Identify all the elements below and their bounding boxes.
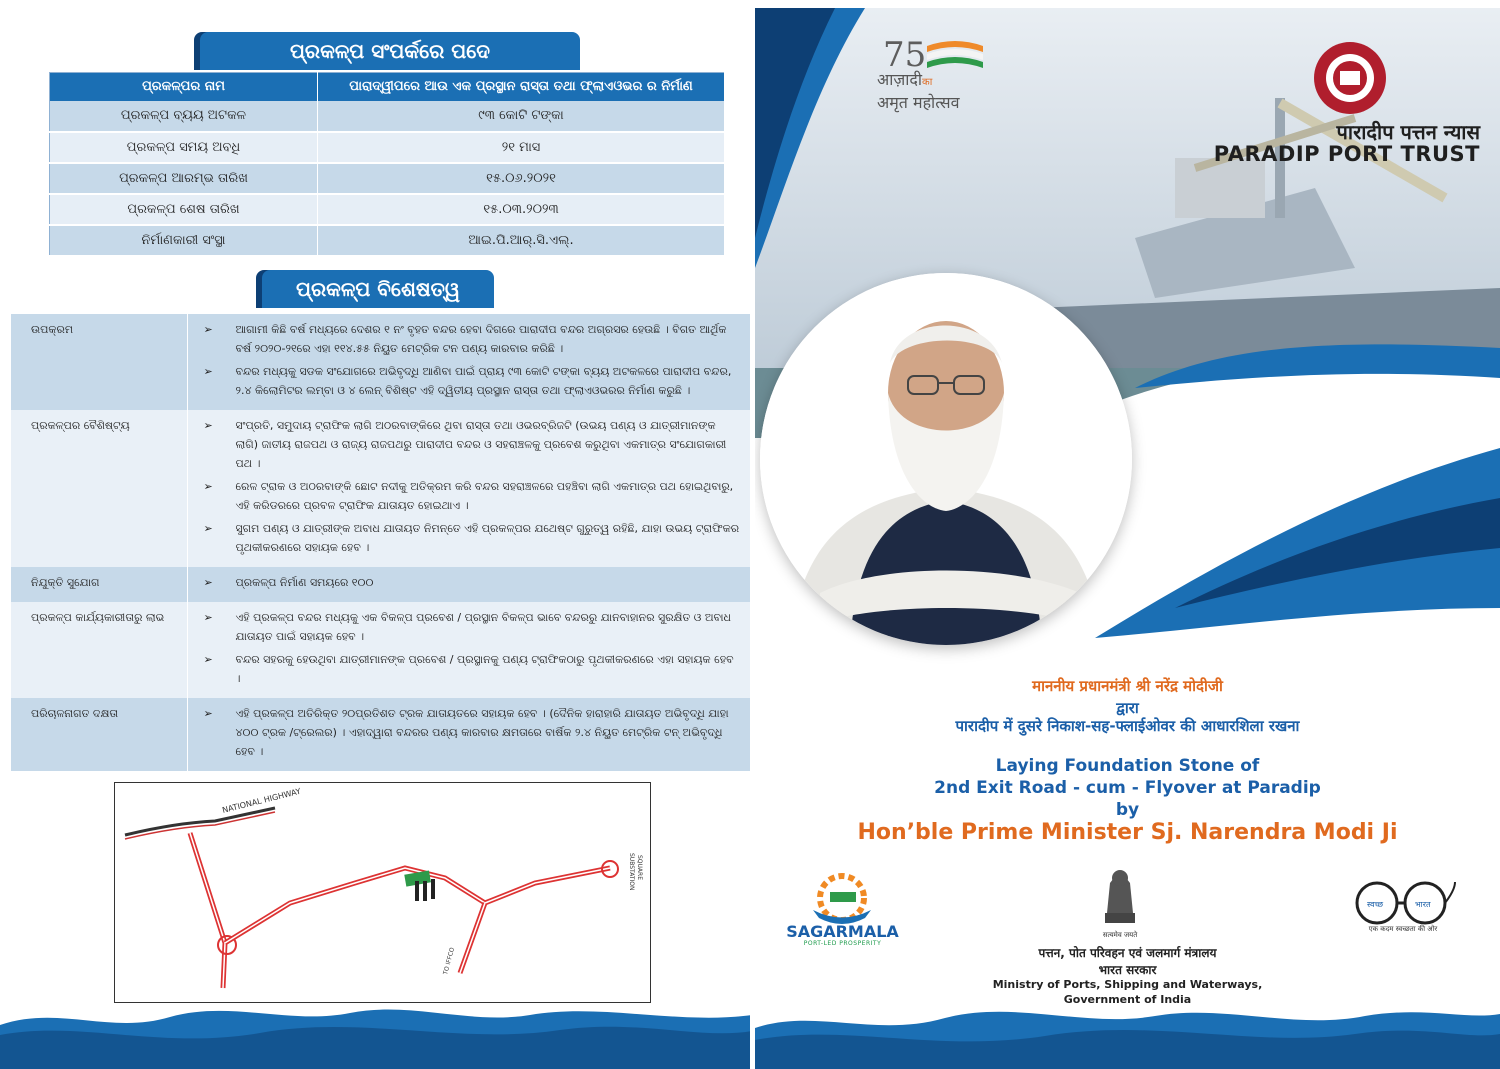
arrow-bullet-icon: ➢ (203, 707, 213, 720)
arrow-bullet-icon: ➢ (203, 419, 213, 432)
national-emblem-icon (1095, 858, 1145, 938)
swachh-tagline: एक कदम स्वच्छता की ओर (1368, 925, 1438, 933)
paradip-port-trust-logo (1310, 38, 1390, 118)
prime-minister-portrait (760, 273, 1132, 645)
map-label-substation: SUBSTATION (628, 853, 635, 891)
ministry-name-english: Ministry of Ports, Shipping and Waterways, (992, 978, 1263, 991)
hindi-foundation-line: पारादीप में दुसरे निकाश-सह-फ्लाईओवर की आधारशिला रखना (955, 717, 1300, 735)
arrow-bullet-icon: ➢ (203, 611, 213, 624)
summary-header-row (50, 73, 725, 101)
swachh-left-text: स्वच्छ (1367, 900, 1384, 909)
feature-point: ➢ ସୁଗମ ପଣ୍ୟ ଓ ଯାତ୍ରୀଙ୍କ ଅବାଧ ଯାତାୟତ ନିମନ୍ତେ ଏହି ପ୍ରକଳ୍ପର ଯଥେଷ୍ଟ ଗୁରୁତ୍ୱ ରହିଛି, ଯାହା ଉଭୟ ଟ୍ରାଫିକର ପୃଥକୀକରଣରେ ସହାୟକ ହେବ । (198, 519, 742, 557)
summary-value: ୨୧ ମାସ (318, 132, 725, 163)
swachh-right-text: भारत (1415, 900, 1431, 909)
portrait-illustration (760, 273, 1132, 645)
english-pm-line: Hon’ble Prime Minister Sj. Narendra Modi Ji (857, 820, 1398, 845)
swachh-bharat-logo (1347, 878, 1457, 928)
feature-label: ଉପକ୍ରମ (11, 314, 187, 410)
arrow-bullet-icon: ➢ (203, 522, 213, 535)
summary-key: ପ୍ରକଳ୍ପ ସମୟ ଅବଧି (50, 132, 318, 163)
summary-key: ପ୍ରକଳ୍ପ ବ୍ୟୟ ଅଟକଳ (50, 101, 318, 132)
feature-label: ପରିଚାଳନାଗତ ଦକ୍ଷତା (11, 698, 187, 771)
hindi-pm-line: माननीय प्रधानमंत्री श्री नरेंद्र मोदीजी (1032, 677, 1223, 695)
summary-header-value: ପାରାଦ୍ୱୀପରେ ଆଉ ଏକ ପ୍ରସ୍ଥାନ ରାସ୍ତା ତଥା ଫ୍ଲାଏଓଭର ର ନିର୍ମାଣ (318, 73, 725, 101)
arrow-bullet-icon: ➢ (203, 323, 213, 336)
arrow-bullet-icon: ➢ (203, 576, 213, 589)
feature-point: ➢ ସଂପ୍ରତି, ସମୁଦାୟ ଟ୍ରାଫିକ ଲାଗି ଅଠରବାଙ୍କିରେ ଥିବା ରାସ୍ତା ତଥା ଓଭରବ୍ରିଜଟି (ଉଭୟ ପଣ୍ୟ ଓ ଯାତ୍ରୀମାନଙ୍କ ଲାଗି) ଜାତୀୟ ରାଜପଥ ଓ ରାଜ୍ୟ ରାଜପଥରୁ ପାରାଦୀପ ବନ୍ଦର ଓ ସହରାଞ୍ଚଳକୁ ପ୍ରବେଶ କରୁଥିବା ଏକମାତ୍ର ସଂଯୋଗକାରୀ ପଥ । (198, 416, 742, 473)
feature-point: ➢ ବନ୍ଦର ସହରକୁ ହେଉଥିବା ଯାତ୍ରୀମାନଙ୍କ ପ୍ରବେଶ / ପ୍ରସ୍ଥାନକୁ ପଣ୍ୟ ଟ୍ରାଫିକଠାରୁ ପୃଥକୀକରଣରେ ଏହା ସହାୟକ ହେବ । (198, 650, 742, 688)
summary-key: ନିର୍ମାଣକାରୀ ସଂସ୍ଥା (50, 225, 318, 256)
map-label-square: SQUARE (636, 855, 643, 880)
project-summary-table (49, 72, 725, 257)
map-label-road: TO IFFCO (442, 946, 457, 976)
feature-row (11, 602, 751, 698)
government-name-english: Government of India (1063, 993, 1192, 1006)
section-title-project-features: ପ୍ରକଳ୍ପ ବିଶେଷତ୍ୱ (262, 270, 494, 308)
summary-row (50, 194, 725, 225)
bottom-wave-decoration-right (755, 988, 1500, 1069)
arrow-bullet-icon: ➢ (203, 653, 213, 666)
summary-value: ୯୩ କୋଟି ଟଙ୍କା (318, 101, 725, 132)
feature-point: ➢ ଏହି ପ୍ରକଳ୍ପ ବନ୍ଦର ମଧ୍ୟକୁ ଏକ ବିକଳ୍ପ ପ୍ରବେଶ / ପ୍ରସ୍ଥାନ ବିକଳ୍ପ ଭାବେ ବନ୍ଦରରୁ ଯାନବାହାନର ସୁରକ୍ଷିତ ଓ ଅବାଧ ଯାତାୟତ ପାଇଁ ସହାୟକ ହେବ । (198, 608, 742, 646)
route-map-drawing (115, 783, 652, 1004)
summary-value: ୧୫.୦୩.୨୦୨୩ (318, 194, 725, 225)
feature-label: ନିଯୁକ୍ତି ସୁଯୋଗ (11, 567, 187, 602)
feature-row (11, 410, 751, 567)
feature-point: ➢ ରେଳ ଟ୍ରାକ ଓ ଅଠରବାଙ୍କି ଛୋଟ ନଦୀକୁ ଅତିକ୍ରମ କରି ବନ୍ଦର ସହରାଞ୍ଚଳରେ ପହଞ୍ଚିବା ଲାଗି ଏକମାତ୍ର ପଥ ହୋଇଥିବାରୁ, ଏହି କରିଡରରେ ପ୍ରବଳ ଟ୍ରାଫିକ ଯାତାୟତ ହୋଇଥାଏ । (198, 477, 742, 515)
summary-key: ପ୍ରକଳ୍ପ ଶେଷ ତାରିଖ (50, 194, 318, 225)
feature-points (187, 567, 751, 602)
port-trust-name-english: PARADIP PORT TRUST (1213, 142, 1480, 166)
route-map (114, 782, 651, 1003)
arrow-bullet-icon: ➢ (203, 365, 213, 378)
feature-points (187, 698, 751, 771)
feature-point: ➢ ପ୍ରକଳ୍ପ ନିର୍ମାଣ ସମୟରେ ୧୦୦ (198, 573, 742, 592)
project-features-table (11, 314, 751, 771)
ministry-name-hindi: पत्तन, पोत परिवहन एवं जलमार्ग मंत्रालय (1038, 946, 1217, 960)
english-foundation-line: Laying Foundation Stone of (995, 756, 1260, 776)
feature-points (187, 314, 751, 410)
english-by-line: by (1115, 800, 1140, 820)
sagarmala-name: SAGARMALA (786, 922, 899, 941)
map-label-highway: NATIONAL HIGHWAY (221, 786, 302, 815)
feature-row (11, 567, 751, 602)
arrow-bullet-icon: ➢ (203, 480, 213, 493)
feature-row (11, 698, 751, 771)
feature-point: ➢ ଏହି ପ୍ରକଳ୍ପ ଅତିରିକ୍ତ ୨୦ପ୍ରତିଶତ ଟ୍ରକ ଯାତାୟତରେ ସହାୟକ ହେବ । (ଦୈନିକ ହାରାହାରି ଯାତାୟତ ଅଭିବୃଦ୍ଧି ଯାହା ୪୦୦ ଟ୍ରକ /ଟ୍ରେଲର) । ଏହାଦ୍ୱାରା ବନ୍ଦରର ପଣ୍ୟ କାରବାର କ୍ଷମତାରେ ବାର୍ଷିକ ୨.୪ ନିୟୁତ ମେଟ୍ରିକ ଟନ୍ ଅଭିବୃଦ୍ଧି ହେବ । (198, 704, 742, 761)
feature-label: ପ୍ରକଳ୍ପର ବୈଶିଷ୍ଟ୍ୟ (11, 410, 187, 567)
summary-row (50, 101, 725, 132)
section-title-project-overview: ପ୍ରକଳ୍ପ ସଂପର୍କରେ ପଦେ (200, 32, 580, 70)
hindi-dwara-line: द्वारा (1116, 699, 1139, 717)
summary-value: ୧୫.୦୬.୨୦୨୧ (318, 163, 725, 194)
summary-row (50, 225, 725, 256)
emblem-motto: सत्यमेव जयते (1102, 931, 1138, 939)
summary-row (50, 132, 725, 163)
azadi-tagline: आज़ादीका अमृत महोत्सव (877, 70, 960, 112)
english-project-line: 2nd Exit Road - cum - Flyover at Paradip (934, 778, 1321, 798)
feature-row (11, 314, 751, 410)
port-trust-name-hindi: पारादीप पत्तन न्यास (1336, 120, 1480, 144)
summary-header-key: ପ୍ରକଳ୍ପର ନାମ (50, 73, 318, 101)
summary-row (50, 163, 725, 194)
feature-points (187, 410, 751, 567)
right-panel (755, 8, 1500, 1069)
feature-label: ପ୍ରକଳ୍ପ କାର୍ଯ୍ୟକାରୀତାରୁ ଲାଭ (11, 602, 187, 698)
summary-value: ଆଇ.ପି.ଆର୍.ସି.ଏଲ୍. (318, 225, 725, 256)
government-name-hindi: भारत सरकार (1098, 963, 1157, 977)
bottom-wave-decoration (0, 995, 752, 1069)
svg-text:75: 75 (883, 35, 927, 75)
feature-points (187, 602, 751, 698)
summary-key: ପ୍ରକଳ୍ପ ଆରମ୍ଭ ତାରିଖ (50, 163, 318, 194)
feature-point: ➢ ଆଗାମୀ କିଛି ବର୍ଷ ମଧ୍ୟରେ ଦେଶର ୧ ନଂ ବୃହତ ବନ୍ଦର ହେବା ଦିଗରେ ପାରାଦୀପ ବନ୍ଦର ଅଗ୍ରସର ହେଉଛି । ବିଗତ ଆର୍ଥିକ ବର୍ଷ ୨୦୨୦-୨୧ରେ ଏହା ୧୧୪.୫୫ ନିୟୁତ ମେଟ୍ରିକ ଟନ ପଣ୍ୟ କାରବାର କରିଛି । (198, 320, 742, 358)
sagarmala-tagline: PORT-LED PROSPERITY (803, 940, 882, 947)
feature-point: ➢ ବନ୍ଦର ମଧ୍ୟକୁ ସଡକ ସଂଯୋଗରେ ଅଭିବୃଦ୍ଧି ଆଣିବା ପାଇଁ ପ୍ରାୟ ୯୩ କୋଟି ଟଙ୍କା ବ୍ୟୟ ଅଟକଳରେ ପାରାଦୀପ ବନ୍ଦର, ୨.୪ କିଲୋମିଟର ଲମ୍ବା ଓ ୪ ଲେନ୍ ବିଶିଷ୍ଟ ଏହି ଦ୍ୱିତୀୟ ପ୍ରସ୍ଥାନ ରାସ୍ତା ତଥା ଫ୍ଲାଏଓଭରର ନିର୍ମାଣ କରୁଛି । (198, 362, 742, 400)
